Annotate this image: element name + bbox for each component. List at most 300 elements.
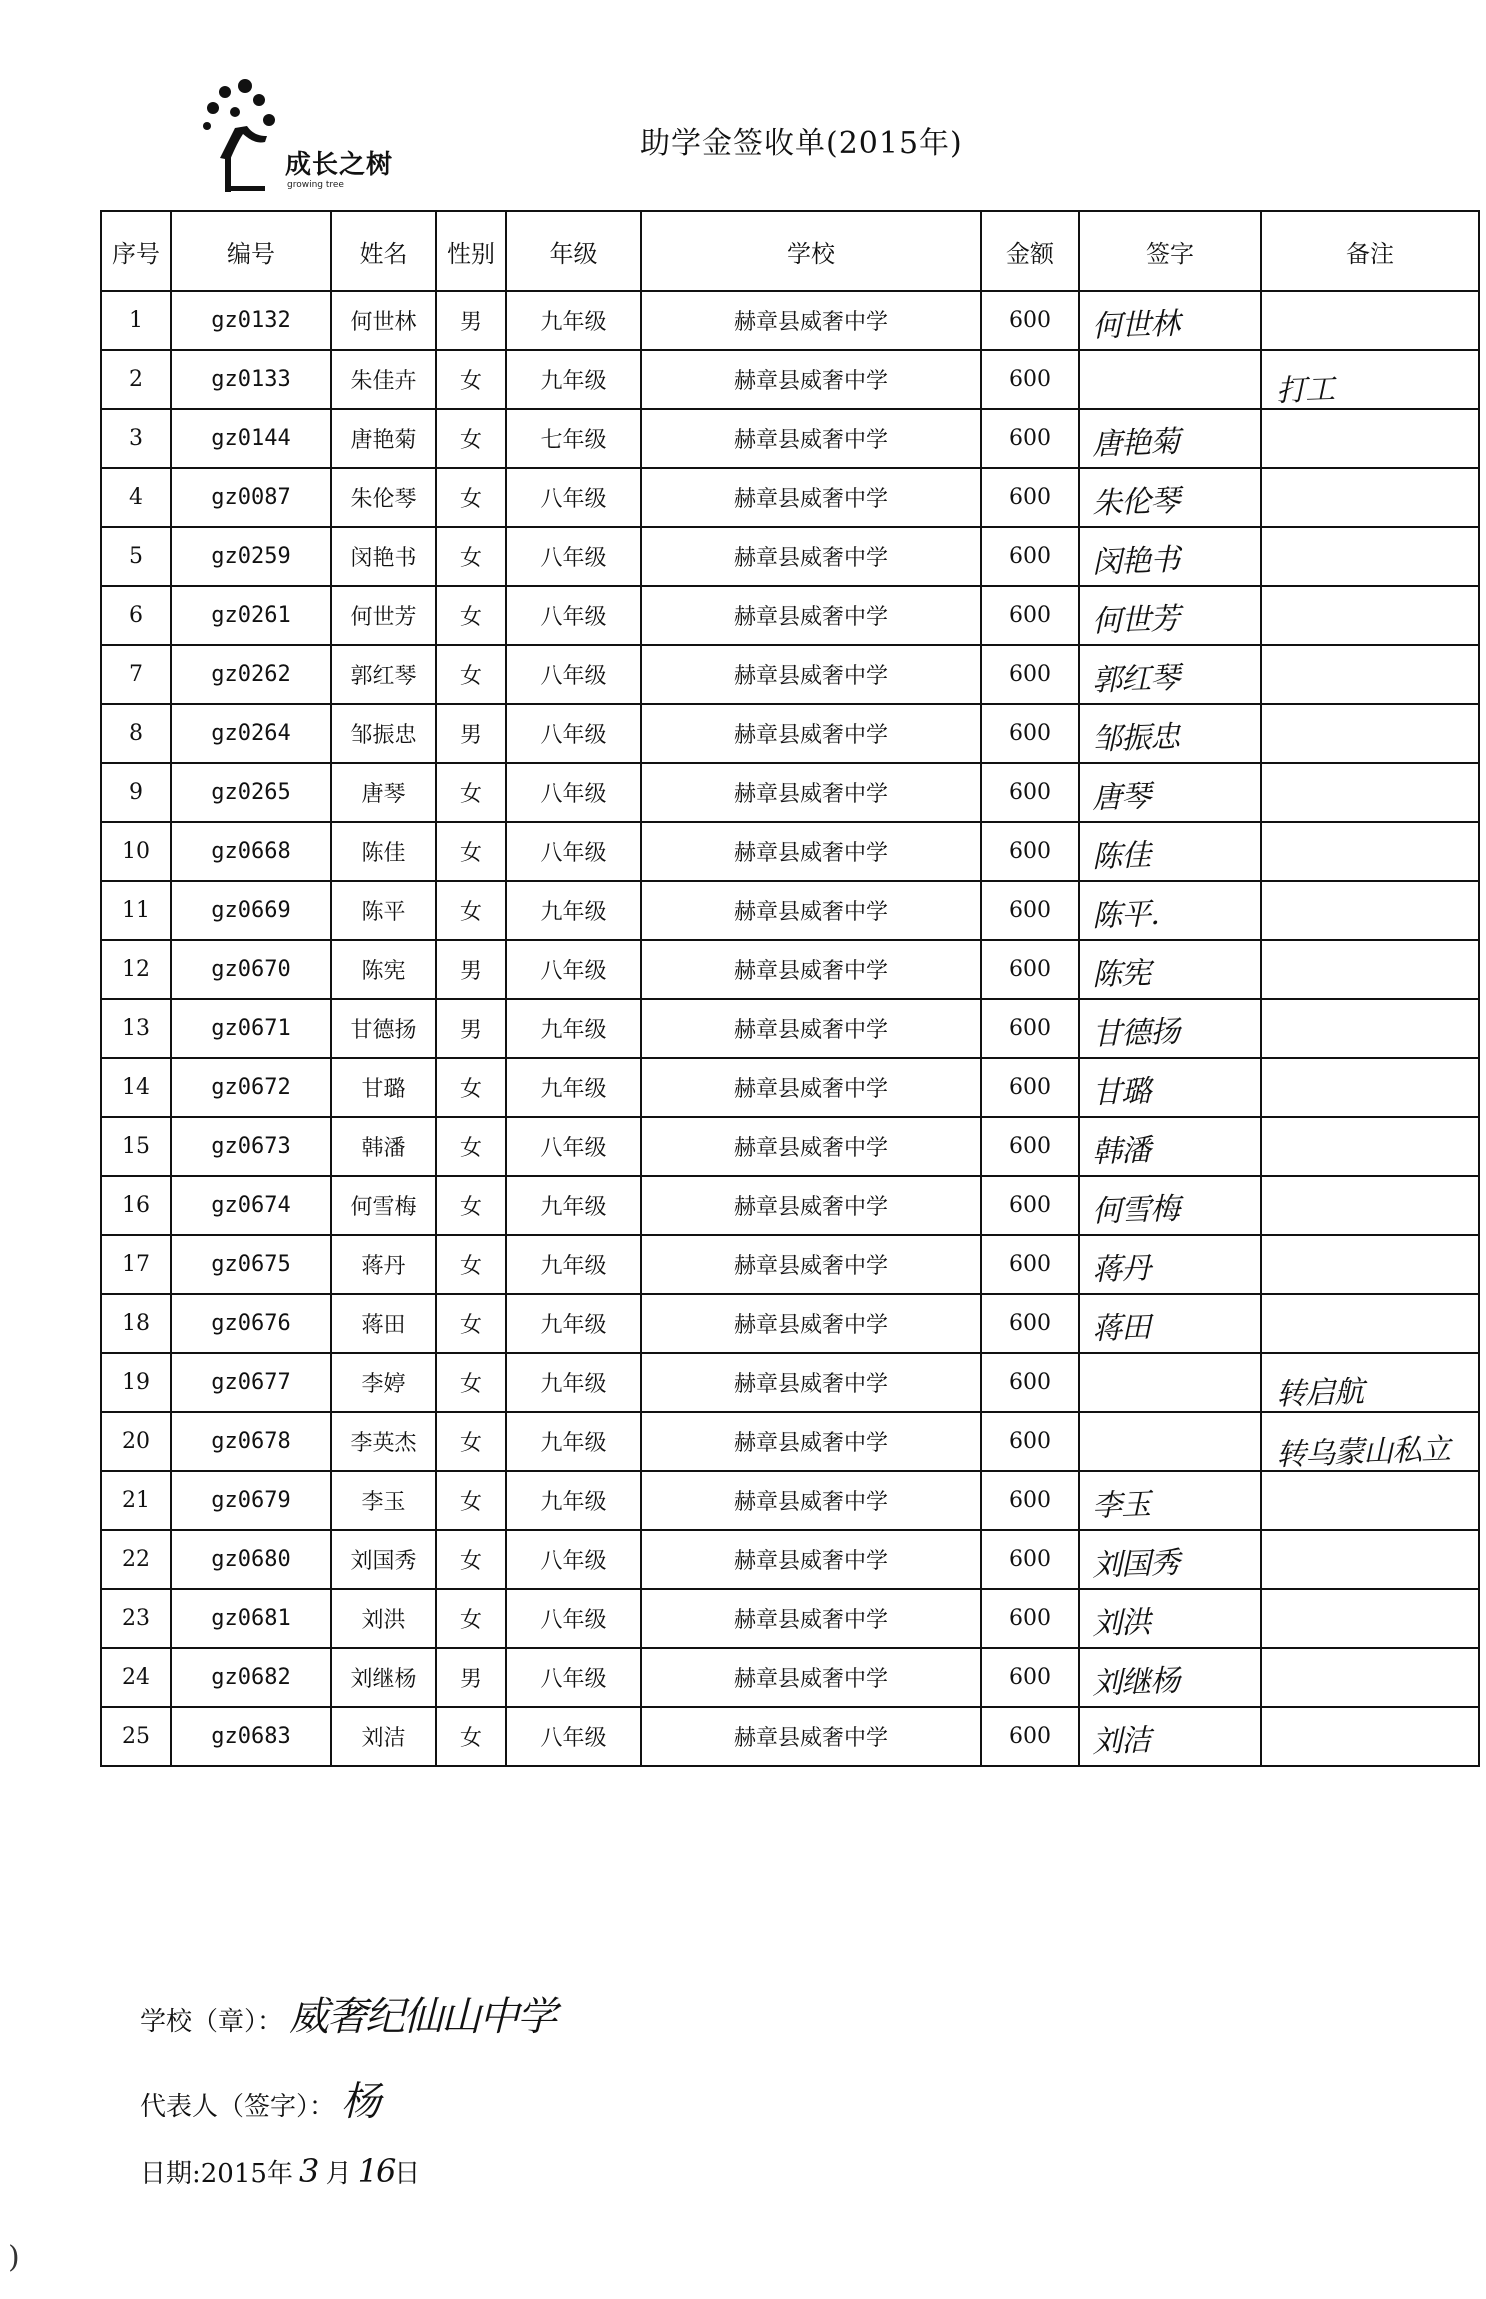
cell-school: 赫章县威奢中学 [641, 763, 981, 822]
cell-note [1261, 527, 1479, 586]
cell-school: 赫章县威奢中学 [641, 1117, 981, 1176]
cell-no: 8 [101, 704, 171, 763]
cell-name: 陈宪 [331, 940, 436, 999]
table-row [101, 468, 1479, 527]
table-row [101, 1353, 1479, 1412]
handwritten-signature: 甘德扬 [1091, 1014, 1180, 1053]
cell-no: 2 [101, 350, 171, 409]
table-row [101, 291, 1479, 350]
cell-gender: 男 [436, 999, 506, 1058]
cell-signature [1079, 1707, 1261, 1766]
cell-amount: 600 [981, 527, 1079, 586]
handwritten-signature: 邹振忠 [1091, 719, 1180, 758]
cell-school: 赫章县威奢中学 [641, 1353, 981, 1412]
cell-school: 赫章县威奢中学 [641, 350, 981, 409]
cell-school: 赫章县威奢中学 [641, 999, 981, 1058]
cell-amount: 600 [981, 822, 1079, 881]
cell-amount: 600 [981, 1412, 1079, 1471]
table-row [101, 1117, 1479, 1176]
table-row [101, 645, 1479, 704]
table-header-row [101, 211, 1479, 291]
cell-grade: 八年级 [506, 1530, 641, 1589]
cell-note [1261, 940, 1479, 999]
handwritten-signature: 刘洪 [1091, 1604, 1151, 1642]
cell-gender: 女 [436, 1707, 506, 1766]
handwritten-signature: 蒋丹 [1091, 1250, 1151, 1288]
cell-grade: 九年级 [506, 881, 641, 940]
cell-signature [1079, 1353, 1261, 1412]
cell-signature [1079, 527, 1261, 586]
cell-code: gz0671 [171, 999, 331, 1058]
school-label: 学校（章）： [140, 2007, 284, 2037]
cell-code: gz0668 [171, 822, 331, 881]
cell-gender: 男 [436, 704, 506, 763]
cell-code: gz0675 [171, 1235, 331, 1294]
cell-amount: 600 [981, 999, 1079, 1058]
cell-signature [1079, 704, 1261, 763]
logo-text: 成长之树 [285, 150, 394, 180]
cell-code: gz0676 [171, 1294, 331, 1353]
cell-school: 赫章县威奢中学 [641, 527, 981, 586]
date-line [140, 2152, 420, 2190]
receipt-table [100, 210, 1480, 1767]
cell-amount: 600 [981, 291, 1079, 350]
cell-amount: 600 [981, 940, 1079, 999]
cell-school: 赫章县威奢中学 [641, 940, 981, 999]
cell-grade: 八年级 [506, 763, 641, 822]
cell-signature [1079, 1058, 1261, 1117]
cell-code: gz0261 [171, 586, 331, 645]
cell-no: 12 [101, 940, 171, 999]
cell-school: 赫章县威奢中学 [641, 468, 981, 527]
cell-signature [1079, 1589, 1261, 1648]
cell-signature [1079, 468, 1261, 527]
cell-gender: 女 [436, 586, 506, 645]
cell-code: gz0144 [171, 409, 331, 468]
cell-amount: 600 [981, 881, 1079, 940]
table-row [101, 940, 1479, 999]
table-row [101, 1530, 1479, 1589]
table-row [101, 350, 1479, 409]
cell-grade: 八年级 [506, 645, 641, 704]
table-row [101, 1648, 1479, 1707]
cell-grade: 七年级 [506, 409, 641, 468]
cell-code: gz0669 [171, 881, 331, 940]
cell-name: 李英杰 [331, 1412, 436, 1471]
handwritten-signature: 闵艳书 [1091, 542, 1180, 581]
header-note: 备注 [1261, 211, 1479, 291]
cell-no: 23 [101, 1589, 171, 1648]
cell-signature [1079, 1648, 1261, 1707]
cell-gender: 女 [436, 881, 506, 940]
cell-note [1261, 1589, 1479, 1648]
cell-name: 唐琴 [331, 763, 436, 822]
cell-signature [1079, 645, 1261, 704]
header-gender: 性别 [436, 211, 506, 291]
cell-note [1261, 999, 1479, 1058]
cell-code: gz0679 [171, 1471, 331, 1530]
cell-note [1261, 1648, 1479, 1707]
cell-note [1261, 1412, 1479, 1474]
cell-note [1261, 1353, 1479, 1412]
cell-gender: 女 [436, 1235, 506, 1294]
cell-name: 何世芳 [331, 586, 436, 645]
cell-note [1261, 822, 1479, 881]
cell-gender: 女 [436, 645, 506, 704]
cell-signature [1079, 1294, 1261, 1353]
representative-label: 代表人（签字）： [140, 2092, 336, 2122]
cell-school: 赫章县威奢中学 [641, 1058, 981, 1117]
cell-code: gz0678 [171, 1412, 331, 1471]
header-amount: 金额 [981, 211, 1079, 291]
handwritten-signature: 陈佳 [1091, 837, 1151, 875]
handwritten-note: 转启航 [1275, 1374, 1364, 1413]
cell-signature [1079, 881, 1261, 940]
table-row [101, 999, 1479, 1058]
cell-no: 7 [101, 645, 171, 704]
cell-no: 17 [101, 1235, 171, 1294]
cell-name: 闵艳书 [331, 527, 436, 586]
cell-signature [1079, 1471, 1261, 1530]
cell-code: gz0681 [171, 1589, 331, 1648]
handwritten-signature: 陈宪 [1091, 955, 1151, 993]
cell-amount: 600 [981, 1471, 1079, 1530]
cell-grade: 九年级 [506, 1471, 641, 1530]
cell-name: 刘洪 [331, 1589, 436, 1648]
header-school: 学校 [641, 211, 981, 291]
header-no: 序号 [101, 211, 171, 291]
cell-school: 赫章县威奢中学 [641, 881, 981, 940]
table-row [101, 1294, 1479, 1353]
handwritten-signature: 朱伦琴 [1091, 483, 1180, 522]
tree-logo-icon [195, 78, 295, 198]
cell-grade: 八年级 [506, 468, 641, 527]
page-title: 助学金签收单(2015年) [640, 126, 963, 161]
cell-no: 4 [101, 468, 171, 527]
cell-name: 邹振忠 [331, 704, 436, 763]
cell-code: gz0132 [171, 291, 331, 350]
cell-note [1261, 1707, 1479, 1766]
cell-code: gz0259 [171, 527, 331, 586]
cell-no: 22 [101, 1530, 171, 1589]
cell-code: gz0674 [171, 1176, 331, 1235]
cell-grade: 八年级 [506, 527, 641, 586]
handwritten-note: 转乌蒙山私立 [1275, 1431, 1451, 1474]
cell-name: 甘璐 [331, 1058, 436, 1117]
handwritten-signature: 郭红琴 [1091, 660, 1180, 699]
cell-no: 20 [101, 1412, 171, 1471]
cell-school: 赫章县威奢中学 [641, 291, 981, 350]
cell-signature [1079, 999, 1261, 1058]
cell-amount: 600 [981, 1353, 1079, 1412]
cell-code: gz0677 [171, 1353, 331, 1412]
cell-signature [1079, 291, 1261, 350]
cell-grade: 九年级 [506, 1412, 641, 1471]
date-label: 日期:2015年 [140, 2159, 293, 2189]
table-row [101, 822, 1479, 881]
cell-grade: 九年级 [506, 1176, 641, 1235]
cell-amount: 600 [981, 350, 1079, 409]
cell-grade: 九年级 [506, 1353, 641, 1412]
table-row [101, 1058, 1479, 1117]
cell-amount: 600 [981, 704, 1079, 763]
cell-code: gz0265 [171, 763, 331, 822]
header-name: 姓名 [331, 211, 436, 291]
cell-note [1261, 1176, 1479, 1235]
cell-school: 赫章县威奢中学 [641, 586, 981, 645]
cell-signature [1079, 1235, 1261, 1294]
cell-note [1261, 704, 1479, 763]
cell-grade: 八年级 [506, 1589, 641, 1648]
cell-gender: 女 [436, 409, 506, 468]
cell-gender: 女 [436, 350, 506, 409]
month-label: 月 [325, 2159, 352, 2189]
cell-grade: 八年级 [506, 586, 641, 645]
cell-code: gz0670 [171, 940, 331, 999]
cell-code: gz0682 [171, 1648, 331, 1707]
representative-signature: 杨 [341, 2079, 380, 2125]
cell-note [1261, 645, 1479, 704]
cell-amount: 600 [981, 1294, 1079, 1353]
cell-note [1261, 1294, 1479, 1353]
cell-note [1261, 1530, 1479, 1589]
cell-grade: 九年级 [506, 350, 641, 409]
cell-grade: 九年级 [506, 1294, 641, 1353]
cell-name: 郭红琴 [331, 645, 436, 704]
cell-name: 蒋丹 [331, 1235, 436, 1294]
cell-signature [1079, 350, 1261, 409]
cell-name: 刘继杨 [331, 1648, 436, 1707]
scan-mark: ) [8, 2240, 20, 2275]
cell-amount: 600 [981, 1235, 1079, 1294]
cell-no: 18 [101, 1294, 171, 1353]
cell-no: 24 [101, 1648, 171, 1707]
cell-gender: 女 [436, 1412, 506, 1471]
cell-no: 10 [101, 822, 171, 881]
cell-gender: 女 [436, 1530, 506, 1589]
cell-signature [1079, 1412, 1261, 1471]
cell-school: 赫章县威奢中学 [641, 1412, 981, 1471]
cell-no: 3 [101, 409, 171, 468]
cell-name: 陈佳 [331, 822, 436, 881]
cell-no: 16 [101, 1176, 171, 1235]
cell-amount: 600 [981, 409, 1079, 468]
cell-school: 赫章县威奢中学 [641, 1707, 981, 1766]
cell-name: 何世林 [331, 291, 436, 350]
cell-school: 赫章县威奢中学 [641, 409, 981, 468]
date-day: 16 [357, 2152, 395, 2190]
cell-school: 赫章县威奢中学 [641, 1648, 981, 1707]
cell-amount: 600 [981, 1176, 1079, 1235]
cell-note [1261, 291, 1479, 350]
cell-name: 李婷 [331, 1353, 436, 1412]
cell-amount: 600 [981, 1058, 1079, 1117]
cell-amount: 600 [981, 1530, 1079, 1589]
cell-amount: 600 [981, 1589, 1079, 1648]
cell-name: 李玉 [331, 1471, 436, 1530]
table-row [101, 763, 1479, 822]
cell-no: 15 [101, 1117, 171, 1176]
cell-name: 刘洁 [331, 1707, 436, 1766]
handwritten-signature: 陈平. [1091, 896, 1160, 935]
cell-grade: 九年级 [506, 999, 641, 1058]
school-handwritten: 威奢纪仙山中学 [289, 1994, 556, 2040]
cell-name: 韩潘 [331, 1117, 436, 1176]
cell-grade: 八年级 [506, 1707, 641, 1766]
header-code: 编号 [171, 211, 331, 291]
cell-gender: 男 [436, 291, 506, 350]
handwritten-signature: 蒋田 [1091, 1309, 1151, 1347]
table-row [101, 409, 1479, 468]
cell-gender: 女 [436, 1471, 506, 1530]
cell-note [1261, 1235, 1479, 1294]
cell-school: 赫章县威奢中学 [641, 1235, 981, 1294]
cell-school: 赫章县威奢中学 [641, 1176, 981, 1235]
cell-code: gz0087 [171, 468, 331, 527]
cell-gender: 女 [436, 1294, 506, 1353]
cell-code: gz0680 [171, 1530, 331, 1589]
cell-grade: 八年级 [506, 1117, 641, 1176]
cell-note [1261, 350, 1479, 409]
cell-note [1261, 468, 1479, 527]
cell-school: 赫章县威奢中学 [641, 822, 981, 881]
cell-amount: 600 [981, 645, 1079, 704]
cell-name: 蒋田 [331, 1294, 436, 1353]
cell-note [1261, 881, 1479, 940]
cell-gender: 女 [436, 1353, 506, 1412]
cell-signature [1079, 586, 1261, 645]
table-row [101, 704, 1479, 763]
cell-name: 甘德扬 [331, 999, 436, 1058]
cell-name: 何雪梅 [331, 1176, 436, 1235]
cell-signature [1079, 1117, 1261, 1176]
cell-no: 19 [101, 1353, 171, 1412]
handwritten-signature: 李玉 [1091, 1486, 1151, 1524]
cell-gender: 女 [436, 527, 506, 586]
cell-amount: 600 [981, 468, 1079, 527]
school-stamp-line [140, 1985, 555, 2042]
handwritten-signature: 唐琴 [1091, 778, 1151, 816]
table-row [101, 1412, 1479, 1471]
cell-gender: 女 [436, 1058, 506, 1117]
cell-no: 25 [101, 1707, 171, 1766]
cell-grade: 九年级 [506, 1058, 641, 1117]
cell-note [1261, 586, 1479, 645]
cell-code: gz0683 [171, 1707, 331, 1766]
cell-note [1261, 763, 1479, 822]
handwritten-note: 打工 [1275, 371, 1335, 409]
handwritten-signature: 韩潘 [1091, 1132, 1151, 1170]
logo [195, 78, 445, 198]
cell-no: 1 [101, 291, 171, 350]
cell-gender: 女 [436, 763, 506, 822]
cell-school: 赫章县威奢中学 [641, 1471, 981, 1530]
cell-code: gz0672 [171, 1058, 331, 1117]
handwritten-signature: 何雪梅 [1091, 1191, 1180, 1230]
cell-signature [1079, 1530, 1261, 1589]
cell-grade: 九年级 [506, 291, 641, 350]
header-signature: 签字 [1079, 211, 1261, 291]
header-grade: 年级 [506, 211, 641, 291]
table-row [101, 881, 1479, 940]
cell-signature [1079, 822, 1261, 881]
cell-signature [1079, 940, 1261, 999]
cell-school: 赫章县威奢中学 [641, 1294, 981, 1353]
handwritten-signature: 唐艳菊 [1091, 424, 1180, 463]
cell-amount: 600 [981, 763, 1079, 822]
cell-gender: 女 [436, 468, 506, 527]
date-month: 3 [298, 2152, 318, 2190]
cell-name: 朱佳卉 [331, 350, 436, 409]
cell-amount: 600 [981, 1117, 1079, 1176]
table-row [101, 527, 1479, 586]
cell-school: 赫章县威奢中学 [641, 1530, 981, 1589]
cell-grade: 八年级 [506, 940, 641, 999]
handwritten-signature: 何世林 [1091, 306, 1180, 345]
day-label: 日 [394, 2159, 421, 2189]
cell-signature [1079, 409, 1261, 468]
cell-gender: 男 [436, 940, 506, 999]
cell-school: 赫章县威奢中学 [641, 645, 981, 704]
cell-grade: 八年级 [506, 1648, 641, 1707]
cell-note [1261, 1471, 1479, 1530]
cell-no: 9 [101, 763, 171, 822]
cell-gender: 女 [436, 1117, 506, 1176]
cell-no: 13 [101, 999, 171, 1058]
cell-school: 赫章县威奢中学 [641, 1589, 981, 1648]
cell-gender: 女 [436, 1176, 506, 1235]
cell-name: 陈平 [331, 881, 436, 940]
cell-code: gz0264 [171, 704, 331, 763]
cell-no: 21 [101, 1471, 171, 1530]
cell-name: 唐艳菊 [331, 409, 436, 468]
table-row [101, 1707, 1479, 1766]
handwritten-signature: 刘国秀 [1091, 1545, 1180, 1584]
handwritten-signature: 刘继杨 [1091, 1663, 1180, 1702]
handwritten-signature: 何世芳 [1091, 601, 1180, 640]
table-row [101, 1471, 1479, 1530]
cell-note [1261, 1117, 1479, 1176]
cell-school: 赫章县威奢中学 [641, 704, 981, 763]
representative-line [140, 2070, 379, 2127]
cell-no: 6 [101, 586, 171, 645]
cell-code: gz0673 [171, 1117, 331, 1176]
cell-gender: 女 [436, 822, 506, 881]
handwritten-signature: 刘洁 [1091, 1722, 1151, 1760]
cell-amount: 600 [981, 1648, 1079, 1707]
table-row [101, 1176, 1479, 1235]
cell-note [1261, 1058, 1479, 1117]
cell-gender: 女 [436, 1589, 506, 1648]
table-row [101, 1235, 1479, 1294]
cell-code: gz0133 [171, 350, 331, 409]
cell-name: 刘国秀 [331, 1530, 436, 1589]
cell-grade: 九年级 [506, 1235, 641, 1294]
cell-no: 14 [101, 1058, 171, 1117]
cell-grade: 八年级 [506, 822, 641, 881]
cell-name: 朱伦琴 [331, 468, 436, 527]
table-row [101, 586, 1479, 645]
handwritten-signature: 甘璐 [1091, 1073, 1151, 1111]
cell-amount: 600 [981, 1707, 1079, 1766]
cell-grade: 八年级 [506, 704, 641, 763]
cell-note [1261, 409, 1479, 468]
cell-signature [1079, 1176, 1261, 1235]
cell-no: 11 [101, 881, 171, 940]
cell-amount: 600 [981, 586, 1079, 645]
cell-gender: 男 [436, 1648, 506, 1707]
table-row [101, 1589, 1479, 1648]
